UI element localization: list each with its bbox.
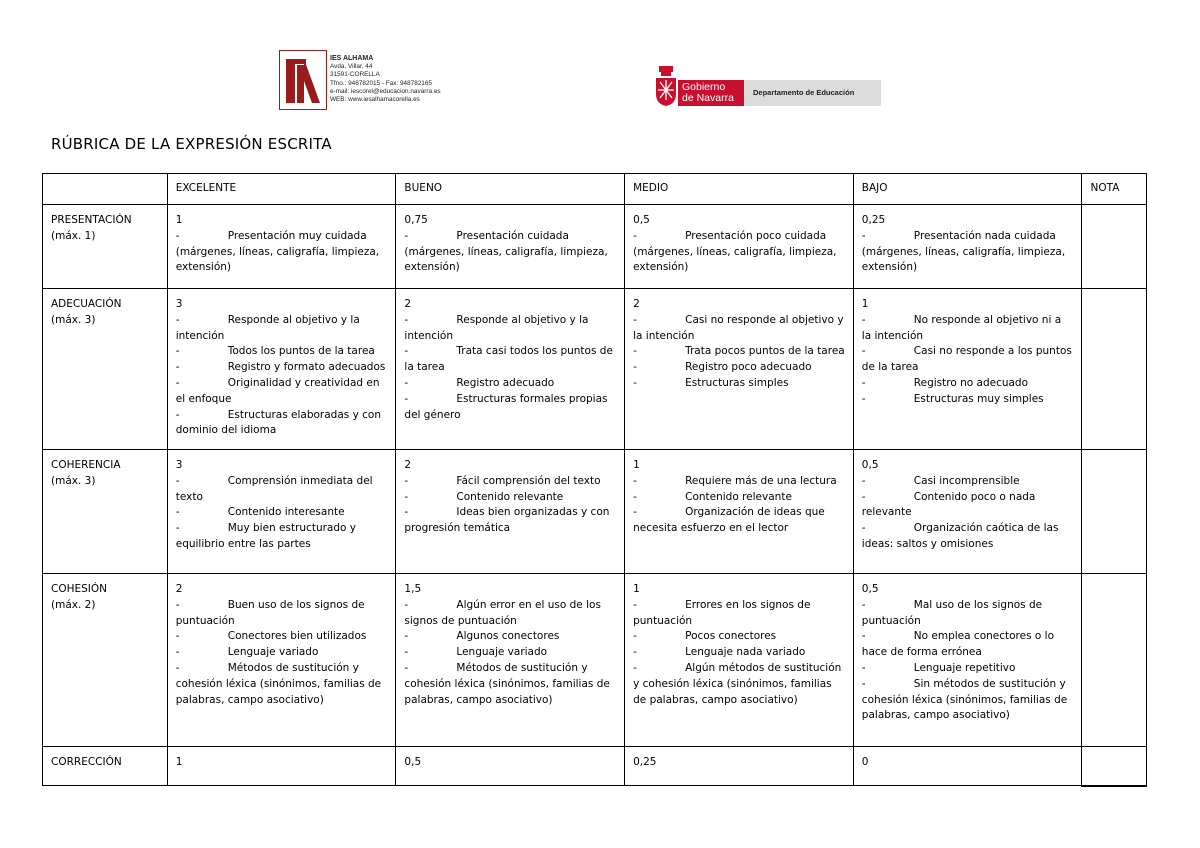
nota-input-cell[interactable] xyxy=(1082,205,1147,289)
criterion-max: (máx. 1) xyxy=(51,229,96,242)
criterion-item xyxy=(633,629,845,645)
level-cell xyxy=(625,574,854,747)
gobierno-de-navarra-logo xyxy=(678,80,744,106)
item-text: Ideas bien organizadas y con progresión temática xyxy=(404,506,610,535)
criterion-item xyxy=(404,474,616,490)
bullet-dash-icon: - xyxy=(633,598,637,611)
item-text: Originalidad y creatividad en el enfoque xyxy=(175,376,380,405)
item-text: Lenguaje repetitivo xyxy=(913,661,1016,674)
level-cell xyxy=(625,289,854,450)
bullet-dash-icon: - xyxy=(633,345,637,358)
header-excelente: EXCELENTE xyxy=(167,174,396,205)
criterion-item xyxy=(862,677,1074,724)
level-cell xyxy=(396,747,625,786)
criterion-item xyxy=(862,376,1074,392)
criterion-item xyxy=(176,629,388,645)
criterion-item xyxy=(404,313,616,345)
bullet-dash-icon: - xyxy=(861,313,866,326)
department-label: Departamento de Educación xyxy=(744,80,881,106)
item-text: Responde al objetivo y la intención xyxy=(175,313,360,342)
level-cell xyxy=(167,574,396,747)
criterion-item xyxy=(633,313,845,345)
item-text: Estructuras simples xyxy=(685,376,789,389)
school-name: IES ALHAMA xyxy=(330,55,374,62)
criterion-item xyxy=(176,360,388,376)
criterion-cell xyxy=(43,574,168,747)
criterion-item xyxy=(862,313,1074,345)
level-cell xyxy=(625,205,854,289)
level-cell xyxy=(853,205,1082,289)
item-text: Contenido poco o nada relevante xyxy=(861,490,1036,519)
school-web: WEB: www.iesalhamacorella.es xyxy=(330,96,420,104)
level-score: 1 xyxy=(633,583,640,595)
criterion-item xyxy=(862,629,1074,661)
navarra-shield-icon xyxy=(655,66,677,106)
criterion-item xyxy=(404,376,616,392)
level-cell xyxy=(396,205,625,289)
level-cell xyxy=(625,747,854,786)
criterion-item xyxy=(404,645,616,661)
criterion-item xyxy=(176,521,388,553)
item-text: Errores en los signos de puntuación xyxy=(633,598,811,627)
item-text: Sin métodos de sustitución y cohesión léxica (sinónimos, familias de palabras, campo asociativo) xyxy=(861,677,1068,722)
criterion-item xyxy=(862,521,1074,553)
criterion-item xyxy=(404,661,616,708)
level-cell xyxy=(853,747,1082,786)
criterion-item xyxy=(404,505,616,537)
bullet-dash-icon: - xyxy=(404,313,409,326)
criterion-item xyxy=(176,645,388,661)
bullet-dash-icon: - xyxy=(861,630,866,643)
item-text: Algunos conectores xyxy=(456,630,560,643)
item-text: Organización caótica de las ideas: saltos y omisiones xyxy=(861,522,1059,550)
item-text: Contenido relevante xyxy=(456,490,564,503)
bullet-dash-icon: - xyxy=(404,598,409,611)
bullet-dash-icon: - xyxy=(861,522,866,535)
item-text: Buen uso de los signos de puntuación xyxy=(175,598,365,627)
criterion-item xyxy=(404,490,616,506)
table-row xyxy=(43,574,1147,747)
bullet-dash-icon: - xyxy=(175,361,180,374)
criterion-max: (máx. 3) xyxy=(51,474,96,487)
bullet-dash-icon: - xyxy=(633,506,637,519)
item-text: Fácil comprensión del texto xyxy=(456,474,601,487)
table-header-row xyxy=(43,174,1147,205)
criterion-item xyxy=(404,344,616,376)
school-city: 31591-CORELLA xyxy=(330,71,380,79)
criterion-item xyxy=(176,408,388,440)
bullet-dash-icon: - xyxy=(175,630,180,643)
item-text: Estructuras elaboradas y con dominio del idioma xyxy=(175,408,381,437)
criterion-item xyxy=(862,392,1074,408)
bullet-dash-icon: - xyxy=(633,630,637,643)
criterion-name: COHESIÓN xyxy=(51,583,108,595)
level-cell xyxy=(167,205,396,289)
criterion-item xyxy=(404,598,616,630)
criterion-item xyxy=(404,392,616,424)
level-cell xyxy=(853,574,1082,747)
header-bajo: BAJO xyxy=(853,174,1082,205)
bullet-dash-icon: - xyxy=(175,408,180,421)
item-text: Registro no adecuado xyxy=(913,376,1029,389)
item-text: Requiere más de una lectura xyxy=(685,474,837,487)
nota-input-cell[interactable] xyxy=(1082,289,1147,450)
criterion-item xyxy=(633,376,845,392)
bullet-dash-icon: - xyxy=(404,646,409,659)
header-nota: NOTA xyxy=(1082,174,1147,205)
table-row xyxy=(43,450,1147,574)
bullet-dash-icon: - xyxy=(861,229,866,242)
bullet-dash-icon: - xyxy=(175,522,180,535)
criterion-item xyxy=(176,344,388,360)
level-score: 0,5 xyxy=(861,459,879,471)
table-row xyxy=(43,747,1147,786)
item-text: Lenguaje variado xyxy=(227,646,319,659)
bullet-dash-icon: - xyxy=(175,313,180,326)
rubric-table xyxy=(42,173,1147,787)
bullet-dash-icon: - xyxy=(861,392,866,405)
level-score: 1 xyxy=(633,459,640,471)
criterion-item xyxy=(633,490,845,506)
item-text: Muy bien estructurado y equilibrio entre las partes xyxy=(175,522,356,550)
bullet-dash-icon: - xyxy=(175,345,180,358)
criterion-item xyxy=(862,490,1074,522)
criterion-item xyxy=(404,229,616,276)
item-text: Métodos de sustitución y cohesión léxica (sinónimos, familias de palabras, campo asociativo) xyxy=(175,661,382,706)
nota-input-cell[interactable] xyxy=(1082,450,1147,574)
item-text: Presentación nada cuidada (márgenes, líneas, caligrafía, limpieza, extensión) xyxy=(861,229,1066,274)
school-email: e-mail: iescorel@educacion.navarra.es xyxy=(330,87,441,95)
item-text: Trata casi todos los puntos de la tarea xyxy=(404,345,613,374)
criterion-item xyxy=(633,474,845,490)
bullet-dash-icon: - xyxy=(175,474,180,487)
school-logo xyxy=(279,50,327,110)
level-score: 0,5 xyxy=(633,214,650,226)
table-row xyxy=(43,205,1147,289)
item-text: Lenguaje nada variado xyxy=(685,646,806,659)
bullet-dash-icon: - xyxy=(861,376,866,389)
item-text: Casi incomprensible xyxy=(913,474,1020,487)
item-text: Métodos de sustitución y cohesión léxica (sinónimos, familias de palabras, campo asociativo) xyxy=(404,661,610,706)
level-score: 1 xyxy=(861,298,869,310)
gov-line2: de Navarra xyxy=(682,92,734,104)
header-medio: MEDIO xyxy=(625,174,854,205)
bullet-dash-icon: - xyxy=(404,229,409,242)
level-score: 2 xyxy=(404,459,412,471)
item-text: Registro poco adecuado xyxy=(685,361,812,374)
criterion-name: CORRECCIÓN xyxy=(51,756,122,768)
item-text: Organización de ideas que necesita esfuerzo en el lector xyxy=(633,506,825,535)
criterion-item xyxy=(862,661,1074,677)
item-text: Presentación cuidada (márgenes, líneas, caligrafía, limpieza, extensión) xyxy=(404,229,608,274)
criterion-max: (máx. 2) xyxy=(51,598,96,611)
item-text: Comprensión inmediata del texto xyxy=(175,474,373,503)
item-text: Casi no responde al objetivo y la intención xyxy=(633,313,844,342)
criterion-item xyxy=(862,474,1074,490)
level-score: 2 xyxy=(404,298,412,310)
level-cell xyxy=(853,450,1082,574)
item-text: Casi no responde a los puntos de la tarea xyxy=(861,345,1072,374)
bullet-dash-icon: - xyxy=(633,313,637,326)
page-title: RÚBRICA DE LA EXPRESIÓN ESCRITA xyxy=(51,135,332,153)
level-cell xyxy=(167,289,396,450)
bullet-dash-icon: - xyxy=(633,490,637,503)
table-row xyxy=(43,289,1147,450)
level-score: 2 xyxy=(633,298,640,310)
header-bueno: BUENO xyxy=(396,174,625,205)
bullet-dash-icon: - xyxy=(633,646,637,659)
bullet-dash-icon: - xyxy=(404,506,409,519)
bullet-dash-icon: - xyxy=(633,361,637,374)
level-score: 0,5 xyxy=(861,583,879,595)
bullet-dash-icon: - xyxy=(175,598,180,611)
bullet-dash-icon: - xyxy=(633,474,637,487)
school-address: Avda. Villar, 44 xyxy=(330,63,373,71)
item-text: Contenido relevante xyxy=(685,490,792,503)
criterion-item xyxy=(862,598,1074,630)
bullet-dash-icon: - xyxy=(404,661,409,674)
item-text: No emplea conectores o lo hace de forma errónea xyxy=(861,630,1054,659)
bullet-dash-icon: - xyxy=(861,661,866,674)
bullet-dash-icon: - xyxy=(404,345,409,358)
item-text: Mal uso de los signos de puntuación xyxy=(861,598,1043,627)
bullet-dash-icon: - xyxy=(175,661,180,674)
level-score: 3 xyxy=(175,459,183,471)
level-cell xyxy=(167,747,396,786)
criterion-cell xyxy=(43,747,168,786)
level-cell xyxy=(396,450,625,574)
bullet-dash-icon: - xyxy=(861,345,866,358)
bullet-dash-icon: - xyxy=(861,490,866,503)
bullet-dash-icon: - xyxy=(861,677,866,690)
item-text: Registro adecuado xyxy=(456,376,555,389)
item-text: Responde al objetivo y la intención xyxy=(404,313,589,342)
level-cell xyxy=(625,450,854,574)
level-cell xyxy=(853,289,1082,450)
criterion-item xyxy=(176,376,388,408)
item-text: No responde al objetivo ni a la intención xyxy=(861,313,1062,342)
criterion-item xyxy=(176,229,388,276)
criterion-item xyxy=(176,474,388,506)
level-score: 1,5 xyxy=(404,583,422,595)
level-score: 0,25 xyxy=(861,214,886,226)
level-score: 1 xyxy=(175,756,183,768)
criterion-name: COHERENCIA xyxy=(51,459,121,471)
bullet-dash-icon: - xyxy=(861,598,866,611)
school-info xyxy=(330,55,441,104)
item-text: Registro y formato adecuados xyxy=(227,361,386,374)
criterion-item xyxy=(862,344,1074,376)
item-text: Algún métodos de sustitución y cohesión léxica (sinónimos, familias de palabras, campo asociativo) xyxy=(633,661,842,706)
level-score: 0,75 xyxy=(404,214,428,226)
item-text: Lenguaje variado xyxy=(456,646,548,659)
criterion-item xyxy=(633,645,845,661)
item-text: Todos los puntos de la tarea xyxy=(227,345,375,358)
bullet-dash-icon: - xyxy=(404,490,409,503)
criterion-item xyxy=(176,505,388,521)
item-text: Algún error en el uso de los signos de puntuación xyxy=(404,598,601,627)
bullet-dash-icon: - xyxy=(633,376,637,389)
criterion-item xyxy=(633,505,845,537)
criterion-item xyxy=(176,661,388,708)
level-cell xyxy=(396,289,625,450)
criterion-cell xyxy=(43,205,168,289)
level-score: 0 xyxy=(861,756,869,768)
level-score: 0,25 xyxy=(633,756,657,768)
level-cell xyxy=(396,574,625,747)
item-text: Presentación poco cuidada (márgenes, líneas, caligrafía, limpieza, extensión) xyxy=(633,229,837,274)
bullet-dash-icon: - xyxy=(861,474,866,487)
criterion-name: PRESENTACIÓN xyxy=(51,214,132,226)
bullet-dash-icon: - xyxy=(404,392,409,405)
criterion-cell xyxy=(43,450,168,574)
criterion-item xyxy=(862,229,1074,276)
bullet-dash-icon: - xyxy=(404,630,409,643)
item-text: Presentación muy cuidada (márgenes, líneas, caligrafía, limpieza, extensión) xyxy=(175,229,380,274)
criterion-item xyxy=(404,629,616,645)
item-text: Estructuras muy simples xyxy=(913,392,1044,405)
bullet-dash-icon: - xyxy=(404,376,409,389)
item-text: Contenido interesante xyxy=(227,506,345,519)
gov-line1: Gobierno xyxy=(682,81,726,93)
criterion-cell xyxy=(43,289,168,450)
criterion-item xyxy=(633,344,845,360)
level-score: 3 xyxy=(175,298,183,310)
bullet-dash-icon: - xyxy=(175,646,180,659)
bullet-dash-icon: - xyxy=(633,661,637,674)
level-score: 0,5 xyxy=(404,756,422,768)
item-text: Trata pocos puntos de la tarea xyxy=(685,345,845,358)
bullet-dash-icon: - xyxy=(175,376,180,389)
item-text: Pocos conectores xyxy=(685,630,777,643)
item-text: Conectores bien utilizados xyxy=(227,630,367,643)
criterion-item xyxy=(633,661,845,708)
criterion-item xyxy=(176,598,388,630)
criterion-name: ADECUACIÓN xyxy=(51,298,122,310)
nota-input-cell[interactable] xyxy=(1082,574,1147,747)
criterion-item xyxy=(176,313,388,345)
school-phone: Tfno.: 948782015 - Fax: 948782165 xyxy=(330,79,432,87)
bullet-dash-icon: - xyxy=(175,229,180,242)
item-text: Estructuras formales propias del género xyxy=(404,392,608,421)
criterion-item xyxy=(633,229,845,276)
nota-input-cell[interactable] xyxy=(1082,747,1147,786)
level-cell xyxy=(167,450,396,574)
bullet-dash-icon: - xyxy=(175,506,180,519)
bullet-dash-icon: - xyxy=(404,474,409,487)
header-empty-cell xyxy=(43,174,168,205)
criterion-item xyxy=(633,360,845,376)
level-score: 2 xyxy=(175,583,183,595)
bullet-dash-icon: - xyxy=(633,229,637,242)
criterion-item xyxy=(633,598,845,630)
level-score: 1 xyxy=(175,214,183,226)
criterion-max: (máx. 3) xyxy=(51,313,96,326)
